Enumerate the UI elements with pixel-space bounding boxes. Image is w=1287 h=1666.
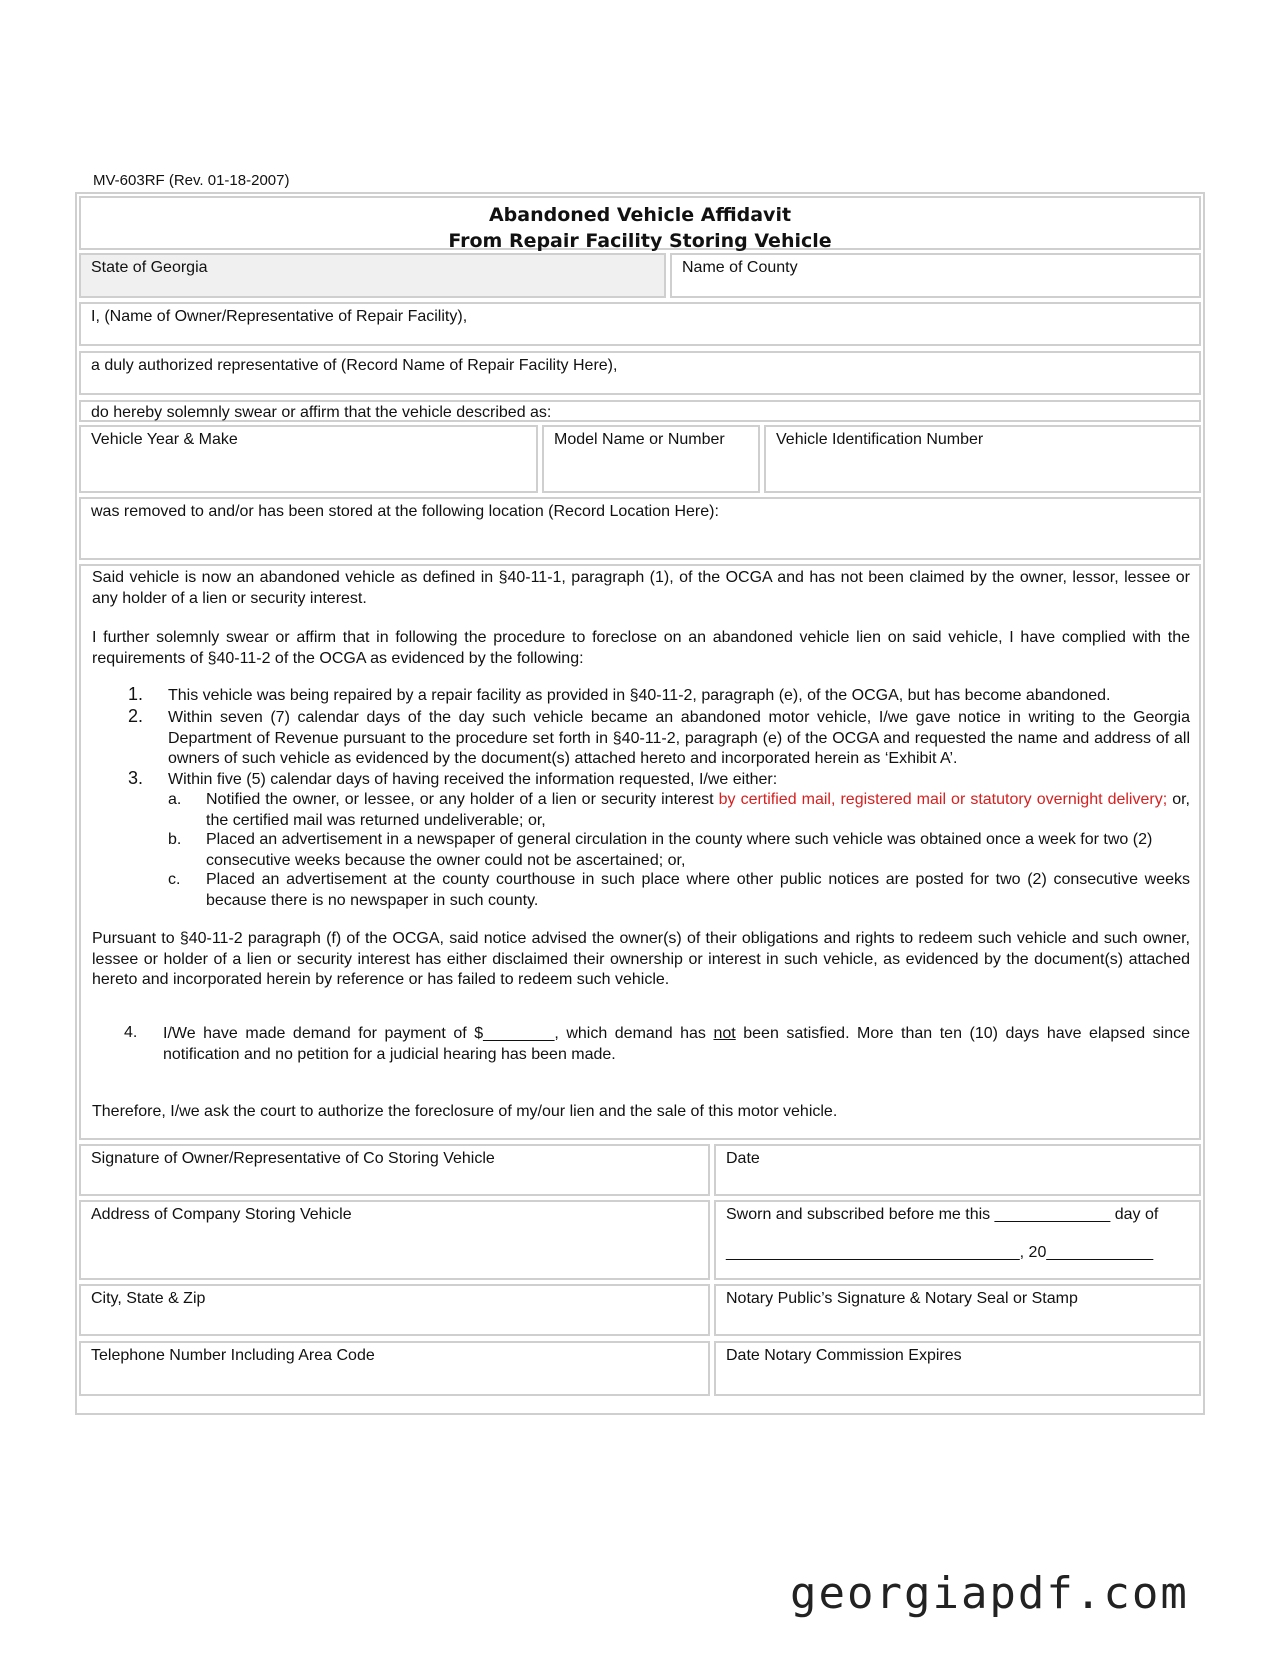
item-2: Within seven (7) calendar days of the day such vehicle became an abandoned motor vehicle, I/we gave notice in writing to the Georgia Department of Revenue pursuant to the procedure set forth in §40-11-2, paragraph (e) of the OCGA and requested the name and address of all owners of such vehicle as evidenced by the document(s) attached hereto and incorporated herein as ‘Exhibit A’.: [168, 709, 1190, 767]
county-field[interactable]: Name of County: [670, 253, 1201, 298]
item-4-not: not: [713, 1025, 736, 1042]
facility-name-field[interactable]: a duly authorized representative of (Record Name of Repair Facility Here),: [79, 351, 1201, 395]
item-2-number: 2.: [128, 706, 144, 726]
option-a-delivery-method: by certified mail, registered mail or statutory overnight delivery;: [718, 791, 1168, 808]
item-4-demand-text: I/We have made demand for payment of $________, which demand has: [163, 1025, 714, 1042]
option-a-text: Notified the owner, or lessee, or any holder of a lien or security interest: [206, 791, 719, 808]
title-line-2: From Repair Facility Storing Vehicle: [448, 230, 832, 252]
option-c-label: c.: [168, 871, 181, 888]
form-title: [79, 196, 1201, 250]
item-3-number: 3.: [128, 768, 144, 788]
option-a-label: a.: [168, 791, 182, 808]
item-3: Within five (5) calendar days of having received the information requested, I/we either:: [168, 771, 778, 788]
vehicle-year-make-field[interactable]: Vehicle Year & Make: [79, 425, 538, 493]
option-b-label: b.: [168, 831, 182, 848]
location-field[interactable]: was removed to and/or has been stored at the following location (Record Location Here):: [79, 497, 1201, 560]
paragraph-procedure: I further solemnly swear or affirm that in following the procedure to foreclose on an abandoned vehicle lien on said vehicle, I have complied with the requirements of §40-11-2 of the OCGA as evidenced by the following:: [92, 629, 1190, 667]
owner-signature-field[interactable]: Signature of Owner/Representative of Co Storing Vehicle: [79, 1144, 710, 1196]
vin-field[interactable]: Vehicle Identification Number: [764, 425, 1201, 493]
item-4-rest: been satisfied. More than ten (10) days have elapsed since notification and no petition for a judicial hearing has been made.: [163, 1025, 1190, 1063]
item-1-number: 1.: [128, 684, 144, 704]
model-field[interactable]: Model Name or Number: [542, 425, 760, 493]
item-1: This vehicle was being repaired by a repair facility as provided in §40-11-2, paragraph (e), of the OCGA, but has become abandoned.: [168, 687, 1111, 704]
paragraph-therefore: Therefore, I/we ask the court to authorize the foreclosure of my/our lien and the sale of this motor vehicle.: [92, 1103, 838, 1120]
swear-statement: do hereby solemnly swear or affirm that the vehicle described as:: [79, 400, 1201, 422]
sworn-line-1: Sworn and subscribed before me this _____________ day of: [726, 1206, 1159, 1223]
company-address-field[interactable]: Address of Company Storing Vehicle: [79, 1200, 710, 1280]
city-state-zip-field[interactable]: City, State & Zip: [79, 1284, 710, 1336]
paragraph-pursuant: Pursuant to §40-11-2 paragraph (f) of the OCGA, said notice advised the owner(s) of their obligations and rights to redeem such vehicle and such owner, lessee or holder of a lien or security interest has either disclaimed their ownership or interest in such vehicle, as evidenced by the document(s) attached hereto and incorporated herein by reference or has failed to redeem such vehicle.: [92, 930, 1190, 988]
option-c: [168, 870, 1190, 911]
option-a: [168, 790, 1190, 831]
date-field[interactable]: Date: [714, 1144, 1201, 1196]
option-c-text: Placed an advertisement at the county courthouse in such place where other public notices are posted for two (2) consecutive weeks because there is no newspaper in such county.: [206, 871, 1190, 909]
option-b-text: Placed an advertisement in a newspaper of general circulation in the county where such vehicle was obtained once a week for two (2) consecutive weeks because the owner could not be ascertained; or,: [206, 831, 1153, 869]
item-4: [163, 1024, 1190, 1065]
form-code: MV-603RF (Rev. 01-18-2007): [93, 172, 290, 189]
option-b: [168, 830, 1190, 871]
notary-expiration-field[interactable]: Date Notary Commission Expires: [714, 1341, 1201, 1396]
owner-name-field[interactable]: I, (Name of Owner/Representative of Repair Facility),: [79, 302, 1201, 346]
option-a-text-end: or, the certified mail was returned undeliverable; or,: [206, 791, 1191, 829]
telephone-field[interactable]: Telephone Number Including Area Code: [79, 1341, 710, 1396]
sworn-line-2: _________________________________, 20____________: [726, 1244, 1154, 1261]
notary-signature-field[interactable]: Notary Public’s Signature & Notary Seal or Stamp: [714, 1284, 1201, 1336]
watermark: georgiapdf.com: [790, 1568, 1189, 1619]
sworn-subscribed-field[interactable]: [714, 1200, 1201, 1280]
title-line-1: Abandoned Vehicle Affidavit: [488, 204, 792, 226]
state-field[interactable]: State of Georgia: [79, 253, 666, 298]
item-4-number: 4.: [124, 1024, 138, 1041]
paragraph-abandoned: Said vehicle is now an abandoned vehicle as defined in §40-11-1, paragraph (1), of the OCGA and has not been claimed by the owner, lessor, lessee or any holder of a lien or security interest.: [92, 569, 1190, 607]
